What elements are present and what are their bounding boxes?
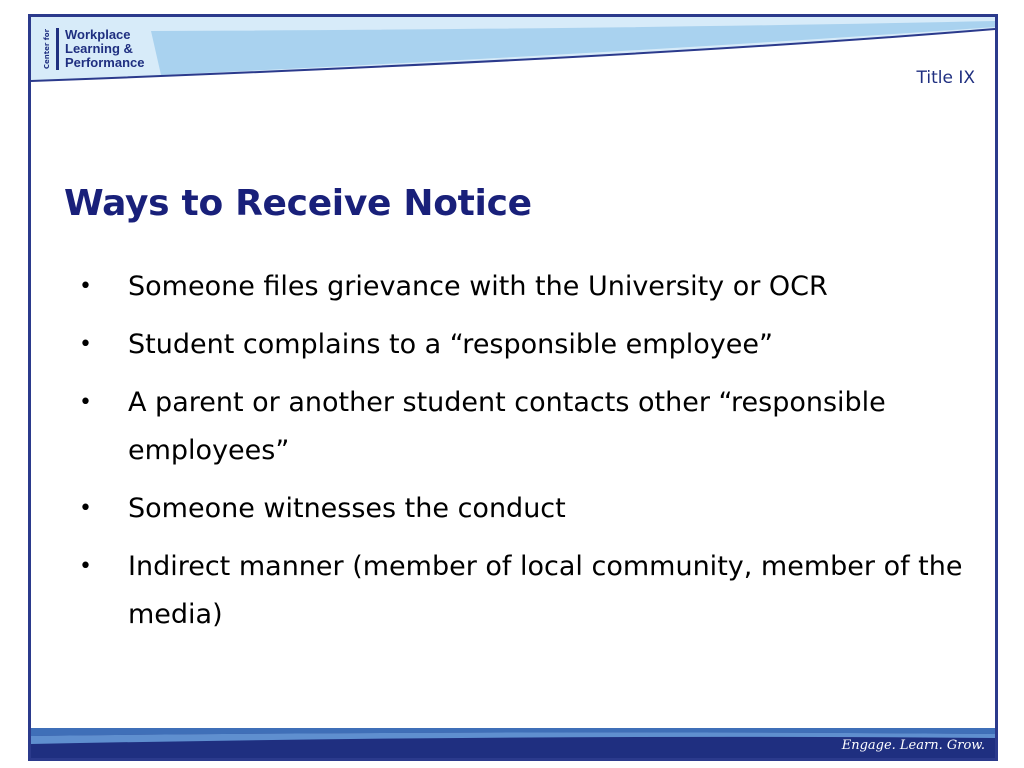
header-topic-label: Title IX bbox=[916, 68, 975, 88]
bullet-item bbox=[71, 263, 976, 311]
bullet-list bbox=[71, 263, 976, 649]
logo-line-1: Workplace bbox=[65, 27, 131, 42]
logo-wordmark bbox=[65, 28, 144, 70]
bullet-dot-icon: • bbox=[79, 332, 92, 357]
bullet-item bbox=[71, 543, 976, 639]
footer-tagline: Engage. Learn. Grow. bbox=[841, 738, 985, 753]
bullet-dot-icon: • bbox=[79, 496, 92, 521]
org-logo bbox=[41, 23, 144, 75]
bullet-dot-icon: • bbox=[79, 554, 92, 579]
logo-side-text: Center for bbox=[43, 28, 52, 70]
slide-title: Ways to Receive Notice bbox=[64, 183, 532, 224]
header-band bbox=[31, 17, 995, 97]
bullet-item bbox=[71, 379, 976, 475]
bullet-text: Someone files grievance with the University or OCR bbox=[128, 271, 828, 302]
bullet-text: Student complains to a “responsible employee” bbox=[128, 329, 773, 360]
bullet-dot-icon: • bbox=[79, 274, 92, 299]
logo-line-3: Performance bbox=[65, 55, 145, 70]
bullet-dot-icon: • bbox=[79, 390, 92, 415]
bullet-item bbox=[71, 321, 976, 369]
bullet-text: A parent or another student contacts other “responsible employees” bbox=[128, 387, 886, 466]
bullet-item bbox=[71, 485, 976, 533]
bullet-text: Someone witnesses the conduct bbox=[128, 493, 566, 524]
bullet-text: Indirect manner (member of local community, member of the media) bbox=[128, 551, 963, 630]
slide bbox=[28, 14, 998, 761]
logo-bar bbox=[56, 28, 59, 70]
logo-line-2: Learning & bbox=[65, 41, 133, 56]
